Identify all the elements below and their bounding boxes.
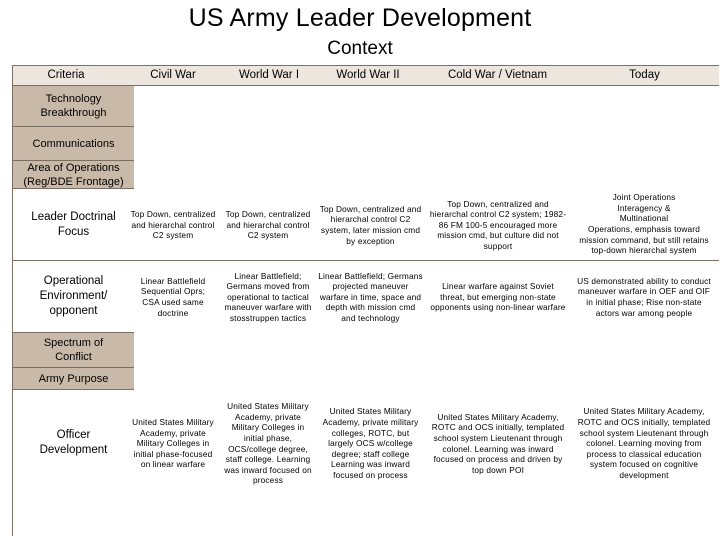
cell-environment-ww1: Linear Battlefield; Germans moved from operational to tactical maneuver warfare with stosstruppen tactics (224, 270, 312, 323)
cell-officer-ww1: United States Military Academy, private Military Colleges in initial phase, OCS/college degree, staff college. Learning was inward focused on process (224, 401, 312, 486)
header-today: Today (629, 69, 660, 81)
cell-doctrine-ww1: Top Down, centralized and hierarchal control C2 system (225, 209, 311, 241)
cell-doctrine-ww2: Top Down, centralized and hierarchal control C2 system, later mission cmd by exception (319, 203, 422, 246)
cell-doctrine-today: Joint Operations Interagency & Multinational Operations, emphasis toward mission command, but still retains top-down hierarchal system (579, 192, 709, 256)
table-header-row (13, 66, 719, 86)
cell-environment-ww2: Linear Battlefield; Germans projected maneuver warfare in time, space and depth with mission cmd and technology (318, 270, 423, 323)
page-subtitle: Context (327, 38, 393, 59)
row-label-officer-development: Officer Development (39, 428, 108, 456)
header-cold-war-vietnam: Cold War / Vietnam (447, 69, 548, 81)
cell-doctrine-civil-war: Top Down, centralized and hierarchal control C2 system (130, 209, 216, 241)
row-label-leader-doctrinal-focus: Leader Doctrinal Focus (13, 189, 134, 261)
cell-officer-today: United States Military Academy, ROTC and OCS initially, templated school system Lieutenant through colonel. Learning moving from process to classical education system focused on cognitive development (577, 406, 711, 480)
page-title: US Army Leader Development (188, 4, 532, 32)
row-technology-breakthrough: Technology Breakthrough (13, 86, 134, 127)
header-world-war-2: World War II (336, 69, 400, 81)
header-civil-war: Civil War (150, 69, 196, 81)
row-label-operational-environment: Operational Environment/ opponent (13, 261, 134, 333)
header-criteria: Criteria (47, 69, 85, 81)
row-communications: Communications (13, 127, 134, 161)
row-area-of-operations: Area of Operations (Reg/BDE Frontage) (13, 161, 134, 189)
cell-officer-cold-war: United States Military Academy, ROTC and OCS initially, templated school system Lieutenant through colonel. Learning was inward focused on process and driven by top down POI (431, 411, 565, 475)
row-spectrum-of-conflict: Spectrum of Conflict (13, 333, 134, 368)
cell-officer-ww2: United States Military Academy, private military colleges, ROTC, but largely OCS w/college degree; staff college Learning was inward focused on process (322, 406, 419, 480)
header-world-war-1: World War I (238, 69, 300, 81)
cell-environment-civil-war: Linear Battlefield Sequential Oprs; CSA used same doctrine (140, 275, 206, 318)
context-table (12, 65, 719, 536)
cell-officer-civil-war: United States Military Academy, private Military Colleges in initial phase-focused on linear warfare (132, 417, 214, 470)
cell-environment-today: US demonstrated ability to conduct maneuver warfare in OEF and OIF in initial phase; Rise non-state actors war among people (577, 275, 711, 318)
row-army-purpose: Army Purpose (13, 368, 134, 390)
cell-environment-cold-war: Linear warfare against Soviet threat, but emerging non-state opponents using non-linear warfare (430, 281, 566, 313)
cell-doctrine-cold-war: Top Down, centralized and hierarchal control C2 system; 1982- 86 FM 100-5 encouraged more mission cmd, but culture did not support (429, 198, 567, 251)
